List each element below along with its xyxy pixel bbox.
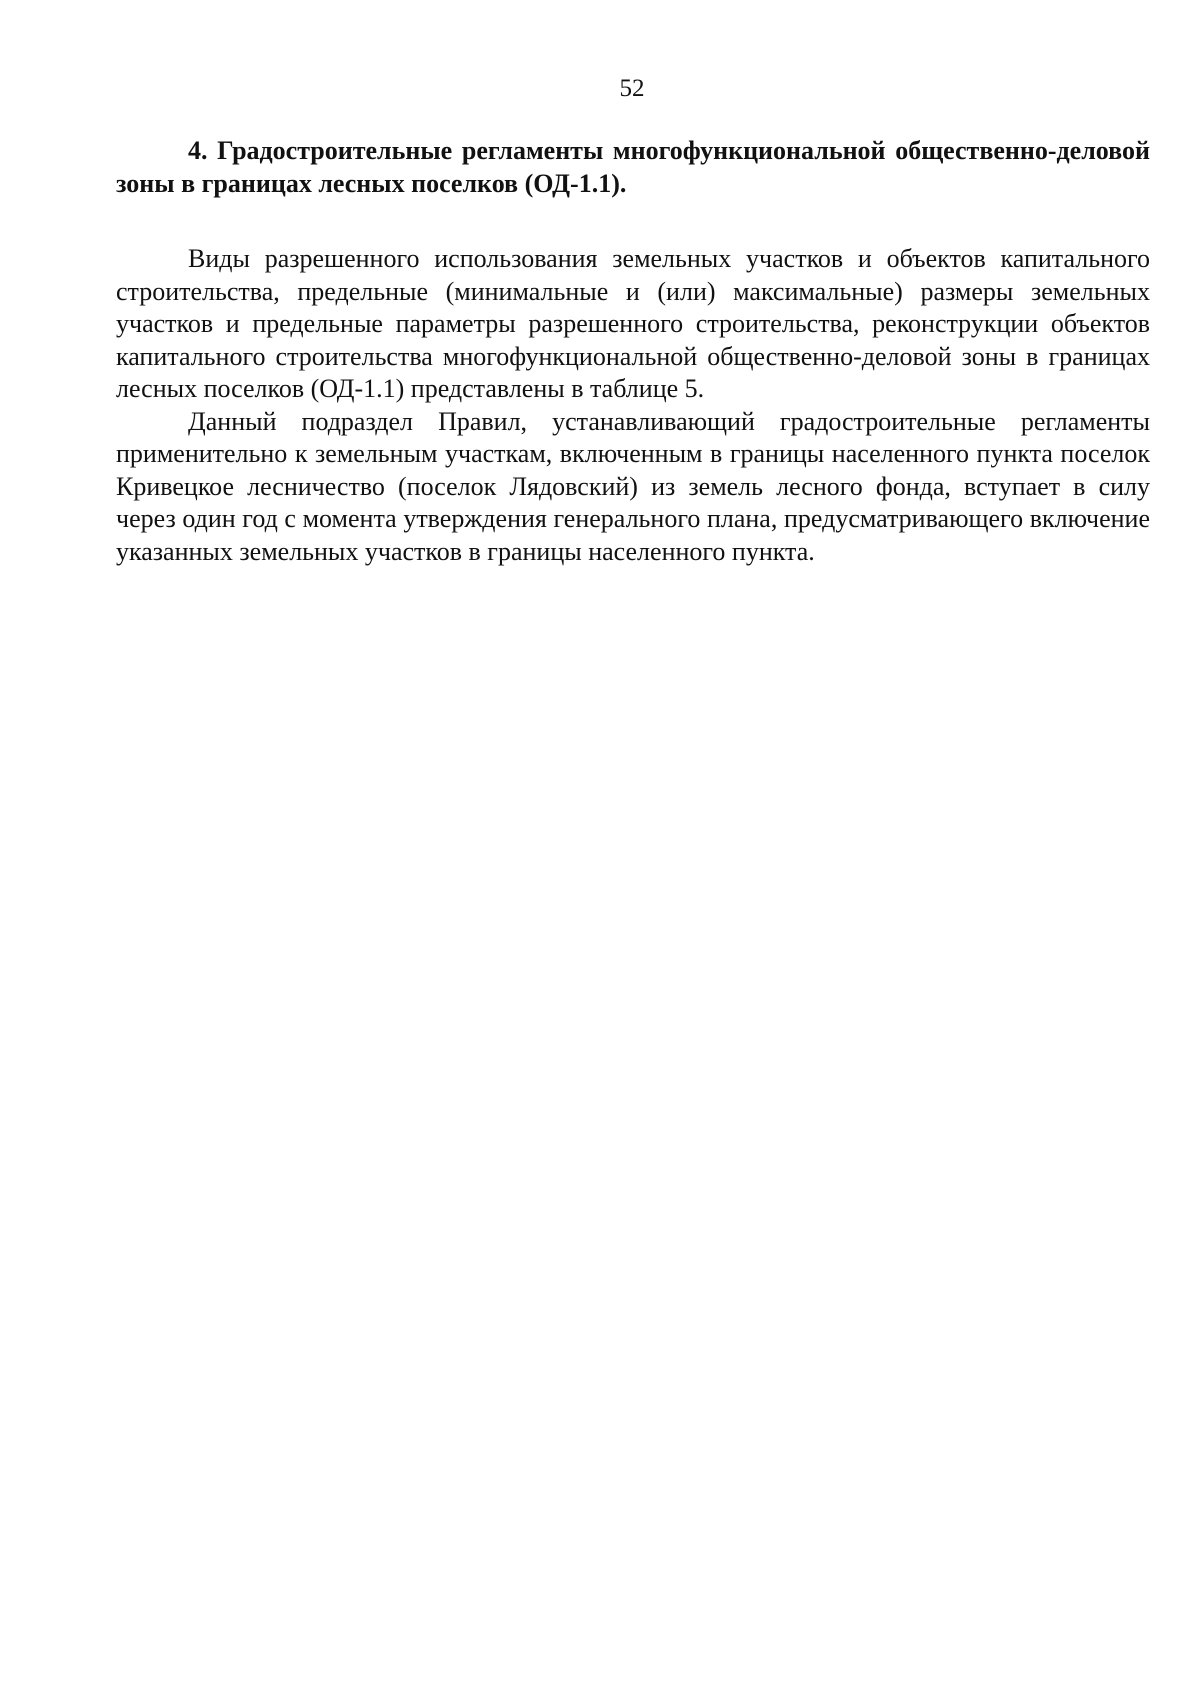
section-heading: 4. Градостроительные регламенты многофункциональной общественно-деловой зоны в границах лесных поселков (ОД-1.1).: [116, 136, 1150, 198]
paragraph-effective-date: Данный подраздел Правил, устанавливающий градостроительные регламенты применительно к земельным участкам, включенным в границы населенного пункта поселок Кривецкое лесничество (поселок Лядовский) из земель лесного фонда, вступает в силу через один год с момента утверждения генерального плана, предусматривающего включение указанных земельных участков в границы населенного пункта.: [116, 406, 1150, 566]
page-number: 52: [619, 75, 645, 102]
paragraph-land-use-description: Виды разрешенного использования земельных участков и объектов капитального строительства, предельные (минимальные и (или) максимальные) размеры земельных участков и предельные параметры разрешенного строительства, реконструкции объектов капитального строительства многофункциональной общественно-деловой зоны в границах лесных поселков (ОД-1.1) представлены в таблице 5.: [116, 244, 1150, 403]
document-content: [116, 134, 1150, 568]
